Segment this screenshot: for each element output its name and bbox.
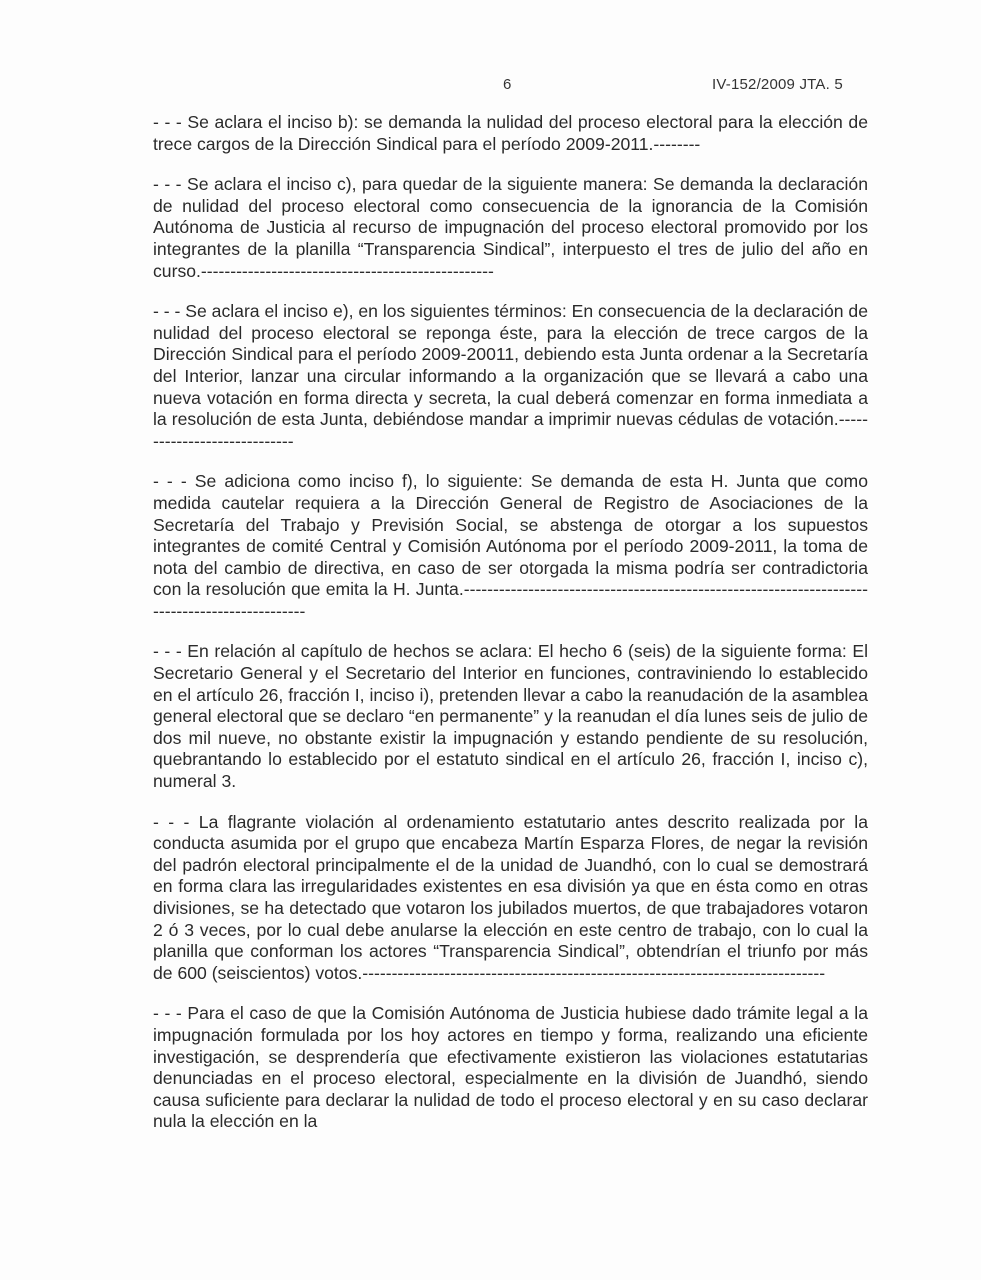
- paragraph-inciso-b: - - - Se aclara el inciso b): se demanda la nulidad del proceso electoral para la elección de trece cargos de la Dirección Sindical para el período 2009-2011.--------: [153, 112, 868, 154]
- paragraph-inciso-f: - - - Se adiciona como inciso f), lo siguiente: Se demanda de esta H. Junta que como medida cautelar requiera a la Dirección General de Registro de Asociaciones de la Secretaría del Trabajo y Previsión Social, se abstenga de otorgar a los supuestos integrantes de comité Central y Comisión Autónoma por el período 2009-2011, la toma de nota del cambio de directiva, en caso de ser otorgada la misma podría ser contradictoria con la resolución que emita la H. Junta.-----------------------------------------------------------------------------------------------: [153, 471, 868, 621]
- file-reference: IV-152/2009 JTA. 5: [712, 76, 843, 93]
- page-number: 6: [503, 76, 512, 93]
- document-body: [153, 112, 868, 1133]
- paragraph-inciso-c: - - - Se aclara el inciso c), para quedar de la siguiente manera: Se demanda la declaración de nulidad del proceso electoral como consecuencia de la ignorancia de la Comisión Autónoma de Justicia al recurso de impugnación del proceso electoral promovido por los integrantes de la planilla “Transparencia Sindical”, interpuesto el tres de julio del año en curso.--------------------------------------------------: [153, 174, 868, 281]
- paragraph-comision-autonoma: - - - Para el caso de que la Comisión Autónoma de Justicia hubiese dado trámite legal a la impugnación formulada por los hoy actores en tiempo y forma, realizando una eficiente investigación, se desprendería que efectivamente existieron las violaciones estatutarias denunciadas en el proceso electoral, especialmente en la división de Juandhó, siendo causa suficiente para declarar la nulidad de todo el proceso electoral y en su caso declarar nula la elección en la: [153, 1003, 868, 1132]
- paragraph-hecho-6: - - - En relación al capítulo de hechos se aclara: El hecho 6 (seis) de la siguiente forma: El Secretario General y el Secretario del Interior en funciones, contraviniendo lo establecido en el artículo 26, fracción I, inciso i), pretenden llevar a cabo la reanudación de la asamblea general electoral que se declaro “en permanente” y la reanudan el día lunes seis de julio de dos mil nueve, no obstante existir la impugnación y estando pendiente de su resolución, quebrantando lo establecido por el estatuto sindical en el artículo 26, fracción I, inciso c), numeral 3.: [153, 641, 868, 792]
- paragraph-violacion-estatutaria: - - - La flagrante violación al ordenamiento estatutario antes descrito realizada por la conducta asumida por el grupo que encabeza Martín Esparza Flores, de negar la revisión del padrón electoral principalmente el de la unidad de Juandhó, con lo cual se demostrará en forma clara las irregularidades existentes en esa división ya que en ésta como en otras divisiones, se ha detectado que votaron los jubilados muertos, de que trabajadores votaron 2 ó 3 veces, por lo cual debe anularse la elección en este centro de trabajo, con lo cual la planilla que conforman los actores “Transparencia Sindical”, obtendrían el triunfo por más de 600 (seiscientos) votos.-------------------------------------------------------------------------------: [153, 811, 868, 983]
- paragraph-inciso-e: - - - Se aclara el inciso e), en los siguientes términos: En consecuencia de la declaración de nulidad del proceso electoral se reponga éste, para la elección de trece cargos de la Dirección Sindical para el período 2009-20011, debiendo esta Junta ordenar a la Secretaría del Interior, lanzar una circular informando a la organización que se llevará a cabo una nueva votación en forma directa y secreta, la cual deberá comenzar en forma inmediata a la resolución de esta Junta, debiéndose mandar a imprimir nuevas cédulas de votación.-----------------------------: [153, 301, 868, 451]
